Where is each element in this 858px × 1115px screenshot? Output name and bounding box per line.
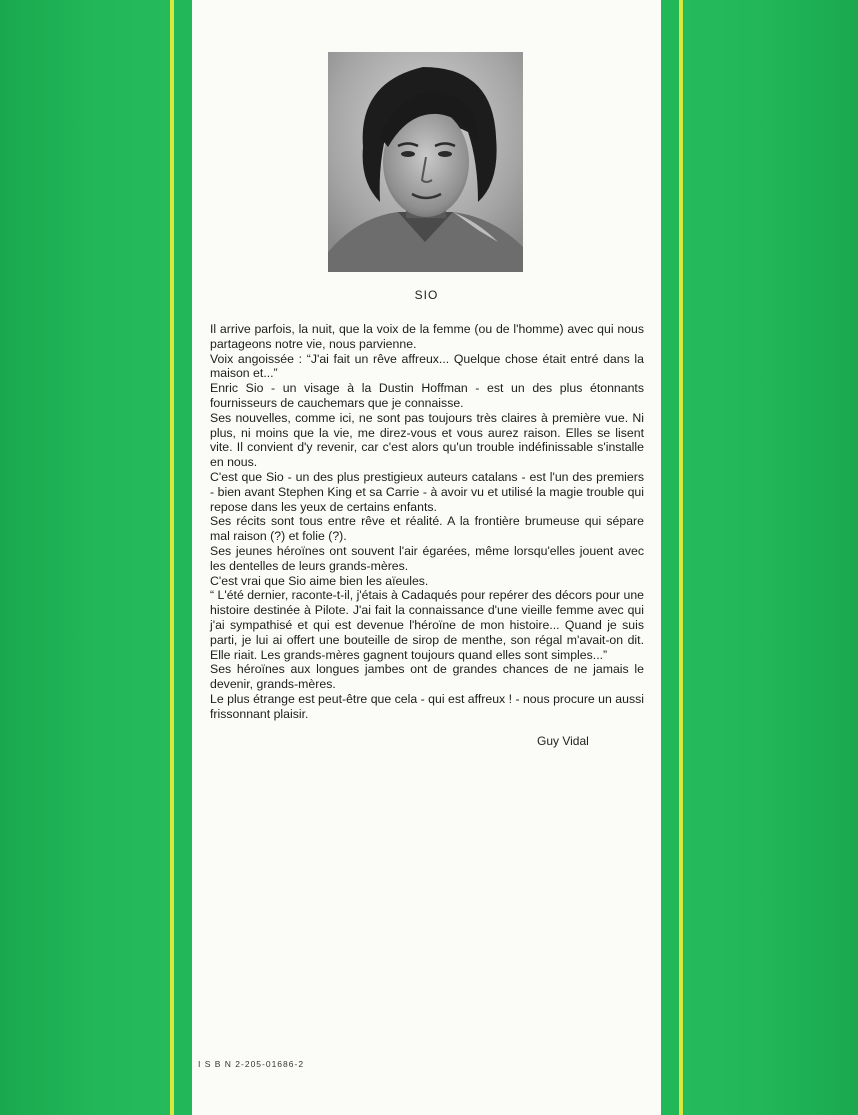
- blurb-text: [210, 322, 644, 722]
- blurb-paragraph: Enric Sio - un visage à la Dustin Hoffman - est un des plus étonnants fournisseurs de cauchemars que je connaisse.: [210, 381, 644, 410]
- portrait-illustration: [328, 52, 523, 272]
- blurb-paragraph: C'est que Sio - un des plus prestigieux auteurs catalans - est l'un des premiers - bien avant Stephen King et sa Carrie - à avoir vu et utilisé la magie trouble qui repose dans les yeux de certains enfants.: [210, 469, 644, 514]
- blurb-paragraph: C'est vrai que Sio aime bien les aïeules.: [210, 573, 429, 588]
- right-yellow-stripe: [679, 0, 683, 1115]
- isbn-number: I S B N 2-205-01686-2: [198, 1059, 305, 1069]
- author-signature: Guy Vidal: [537, 734, 589, 748]
- blurb-paragraph: Voix angoissée : “J'ai fait un rêve affreux... Quelque chose était entré dans la maison et...”: [210, 351, 644, 381]
- right-inner-green-band: [661, 0, 679, 1115]
- author-portrait-photo: [328, 52, 523, 272]
- right-green-band: [684, 0, 858, 1115]
- blurb-paragraph: Le plus étrange est peut-être que cela - qui est affreux ! - nous procure un aussi frissonnant plaisir.: [210, 691, 644, 721]
- blurb-paragraph: Ses nouvelles, comme ici, ne sont pas toujours très claires à première vue. Ni plus, ni moins que la vie, me direz-vous et vous aurez raison. Elles se lisent vite. Il convient d'y revenir, car c'est alors qu'un trouble indéfinissable s'installe en nous.: [210, 410, 644, 470]
- portrait-caption: SIO: [414, 288, 439, 302]
- blurb-paragraph: Ses héroïnes aux longues jambes ont de grandes chances de ne jamais le devenir, grands-mères.: [210, 662, 644, 692]
- blurb-paragraph: Il arrive parfois, la nuit, que la voix de la femme (ou de l'homme) avec qui nous partageons notre vie, nous parvienne.: [210, 322, 644, 351]
- left-green-band: [0, 0, 170, 1115]
- blurb-paragraph: Ses jeunes héroïnes ont souvent l'air égarées, même lorsqu'elles jouent avec les dentelles de leurs grands-mères.: [210, 543, 644, 573]
- back-cover-page: [192, 0, 661, 1115]
- left-inner-green-band: [174, 0, 192, 1115]
- blurb-paragraph: “ L'été dernier, raconte-t-il, j'étais à Cadaqués pour repérer des décors pour une histoire destinée à Pilote. J'ai fait la connaissance d'une vieille femme avec qui j'ai sympathisé et qui est devenue l'héroïne de mon histoire... Quand je suis parti, je lui ai offert une bouteille de sirop de menthe, son régal m'avait-on dit. Elle riait. Les grands-mères gagnent toujours quand elles sont simples...”: [210, 588, 644, 662]
- blurb-paragraph: Ses récits sont tous entre rêve et réalité. A la frontière brumeuse qui sépare mal raison (?) et folie (?).: [210, 514, 644, 544]
